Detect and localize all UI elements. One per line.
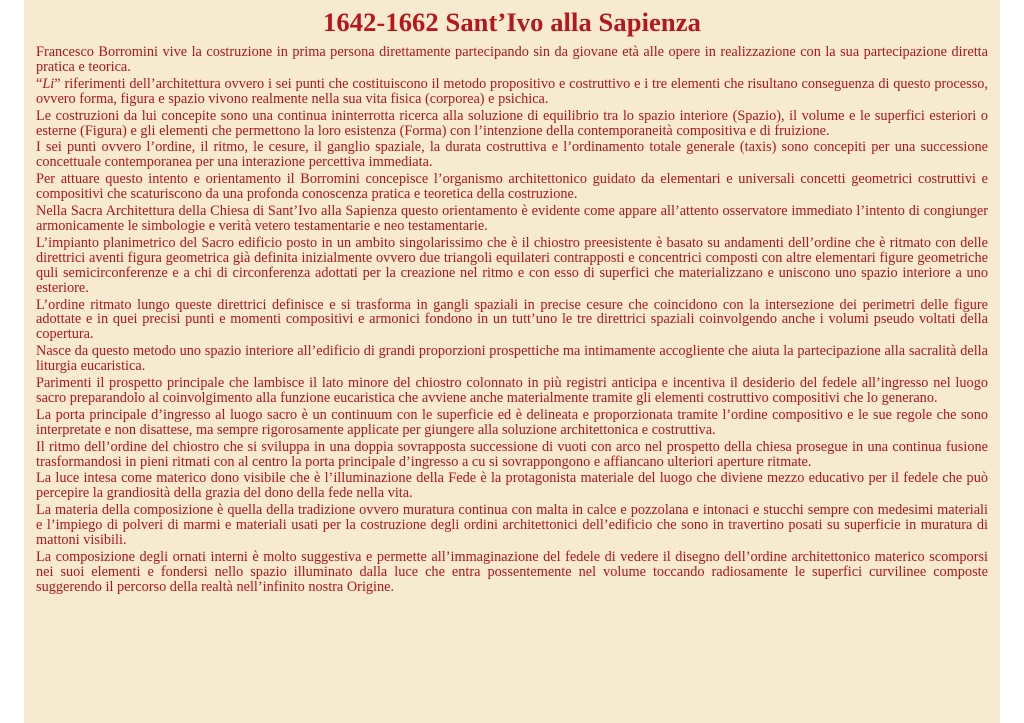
- page-title: 1642-1662 Sant’Ivo alla Sapienza: [323, 7, 701, 37]
- paragraph-3: Le costruzioni da lui concepite sono una continua ininterrotta ricerca alla soluzione di equilibrio tra lo spazio interiore (Spazio), il volume e le superfici esteriori o esterne (Figura) e gli elementi che permettono la loro esistenza (Forma) con l’intenzione della contemporaneità compositiva e di fruizione.: [36, 107, 988, 139]
- paragraph-14: La materia della composizione è quella della tradizione ovvero muratura continua con malta in calce e pozzolana e intonaci e stucchi sempre con medesimi materiali e l’impiego di polveri di marmi e materiali usati per la costruzione degli ordini architettonici dell’edificio che sono in travertino posati su superficie in muratura di mattoni visibili.: [36, 502, 988, 549]
- paragraph-12: Il ritmo dell’ordine del chiostro che si sviluppa in una doppia sovrapposta successione di vuoti con arco nel prospetto della chiesa prosegue in una continua fusione trasformandosi in pieni ritmati con al centro la porta principale d’ingresso a cu si sovrappongono e affiancano ulteriori aperture ritmate.: [36, 438, 988, 470]
- paragraph-4: I sei punti ovvero l’ordine, il ritmo, le cesure, il ganglio spaziale, la durata costruttiva e l’ordinamento totale generale (taxis) sono concepiti per una successione concettuale contemporanea per una interazione percettiva immediata.: [36, 139, 988, 171]
- paragraph-6: Nella Sacra Architettura della Chiesa di Sant’Ivo alla Sapienza questo orientamento è evidente come appare all’attento osservatore immediato l’intento di congiunger armonicamente le simbologie e verità vetero testamentarie e neo testamentarie.: [36, 203, 988, 234]
- document-page: [24, 0, 1000, 723]
- paragraph-9: Nasce da questo metodo uno spazio interiore all’edificio di grandi proporzioni prospettiche ma intimamente accogliente che aiuta la partecipazione alla sacralità della liturgia eucaristica.: [36, 343, 988, 375]
- paragraph-2: “Li” riferimenti dell’architettura ovvero i sei punti che costituiscono il metodo propositivo e costruttivo e i tre elementi che risultano conseguenza di questo processo, ovvero forma, figura e spazio vivono realmente nella sua vita fisica (corporea) e psichica.: [36, 75, 988, 107]
- paragraph-13: La luce intesa come materico dono visibile che è l’illuminazione della Fede è la protagonista materiale del luogo che diviene mezzo educativo per il fedele che può percepire la grandiosità della grazia del dono della fede nella vita.: [36, 470, 988, 502]
- paragraph-10: Parimenti il prospetto principale che lambisce il lato minore del chiostro colonnato in più registri anticipa e incentiva il desiderio del fedele all’ingresso nel luogo sacro preparandolo al coinvolgimento alla funzione eucaristica che avviene anche materialmente tramite gli elementi costruttivo compositivi che lo generano.: [36, 375, 988, 406]
- paragraph-15: La composizione degli ornati interni è molto suggestiva e permette all’immaginazione del fedele di vedere il disegno dell’ordine architettonico materico scomporsi nei suoi elementi e fondersi nello spazio illuminato dalla luce che entra possentemente nel volume toccando radiosamente le superfici curvilinee composte suggerendo il percorso della realtà nell’infinito nostra Origine.: [36, 549, 988, 595]
- paragraph-1: Francesco Borromini vive la costruzione in prima persona direttamente partecipando sin da giovane età alle opere in realizzazione con la sua partecipazione diretta pratica e teorica.: [36, 44, 988, 75]
- paragraph-11: La porta principale d’ingresso al luogo sacro è un continuum con le superficie ed è delineata e proporzionata tramite l’ordine compositivo e le sue regole che sono interpretate e non disattese, ma sempre rigorosamente applicate per giungere alla soluzione architettonica e costruttiva.: [36, 406, 988, 438]
- paragraph-8: L’ordine ritmato lungo queste direttrici definisce e si trasforma in gangli spaziali in precise cesure che coincidono con la intersezione dei perimetri delle figure adottate e in quei precisi punti e momenti compositivi e armonici fondono in un tutt’uno le tre direttrici spaziali coinvolgendo anche i volumi pseudo voltati della copertura.: [36, 296, 988, 343]
- paragraph-7: L’impianto planimetrico del Sacro edificio posto in un ambito singolarissimo che è il chiostro preesistente è basato su andamenti dell’ordine che è ritmato con delle direttrici aventi figura geometrica già definita inizialmente ovvero due triangoli equilateri contrapposti e concentrici composti con altre elementari figure geometriche quli semicirconferenze e a chi di circonferenza adottati per la creazione nel ritmo e con esso di superfici che materializzano e uniscono uno spazio interiore a uno esteriore.: [36, 234, 988, 296]
- document-body: [36, 45, 988, 595]
- paragraph-5: Per attuare questo intento e orientamento il Borromini concepisce l’organismo architettonico guidato da elementari e universali concetti geometrici costruttivi e compositivi che scaturiscono da una profonda conoscenza pratica e teoretica della costruzione.: [36, 171, 988, 203]
